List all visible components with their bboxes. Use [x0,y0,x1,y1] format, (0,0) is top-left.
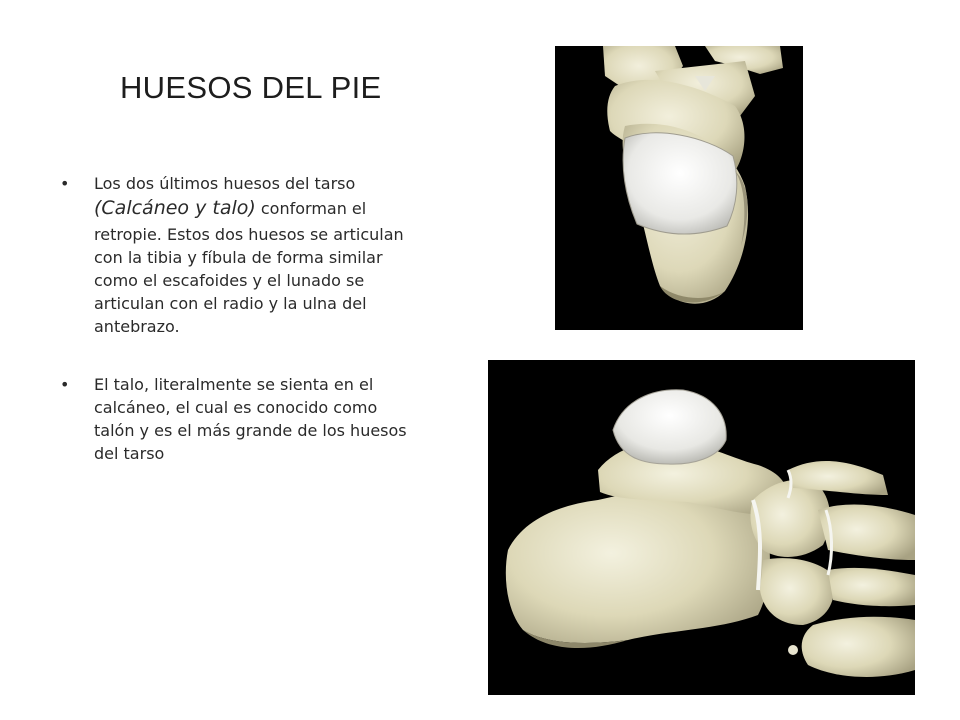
bullet-list [60,172,410,465]
bullet-item-2 [60,373,410,466]
rearfoot-posterior-image [555,46,803,330]
bullet-text-start: Los dos últimos huesos del tarso [94,174,356,193]
foot-lateral-image [488,360,915,695]
bullet-text-end: conforman el retropie. Estos dos huesos se articulan con la tibia y fíbula de forma similar como el escafoides y el lunado se articulan con el radio y la ulna del antebrazo. [94,199,404,337]
bone-illustration-top [555,46,803,330]
bone-illustration-bottom [488,360,915,695]
bullet-text: El talo, literalmente se sienta en el calcáneo, el cual es conocido como talón y es el más grande de los huesos del tarso [94,374,407,464]
bullet-marker: • [60,374,70,394]
bullet-item-1 [60,172,410,339]
bullet-marker: • [60,174,70,193]
slide-title: HUESOS DEL PIE [120,70,382,105]
bullet-emphasis: (Calcáneo y talo) [94,197,256,220]
